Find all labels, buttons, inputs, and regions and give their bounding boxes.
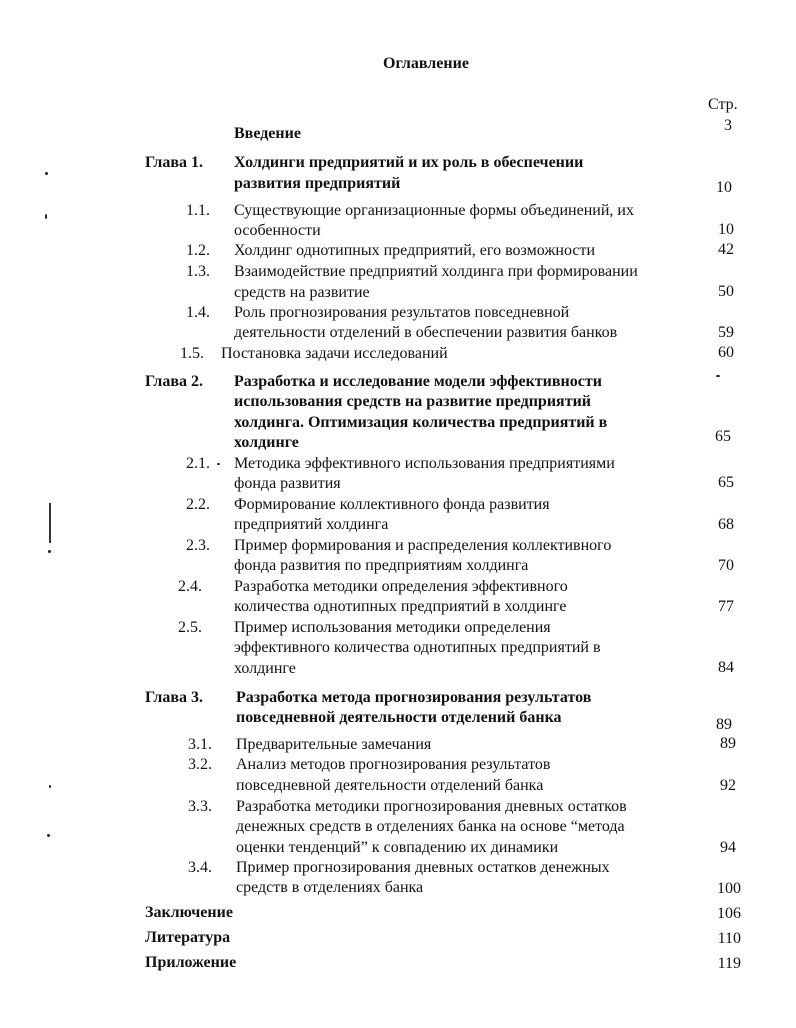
page-column-header: Стр. bbox=[708, 96, 738, 113]
section-title-line: Взаимодействие предприятий холдинга при формировании bbox=[234, 263, 638, 280]
chapter-number: Глава 2. bbox=[145, 373, 203, 390]
closing-label: Заключение bbox=[145, 904, 233, 921]
section-title-line: Пример формирования и распределения коллективного bbox=[234, 537, 612, 554]
chapter-number: Глава 1. bbox=[145, 154, 203, 171]
closing-page: 119 bbox=[717, 955, 741, 972]
chapter-title-line: Разработка и исследование модели эффективности bbox=[234, 373, 602, 390]
section-page: 59 bbox=[718, 324, 734, 341]
chapter-title-line: развития предприятий bbox=[234, 175, 401, 192]
section-title-line: Пример использования методики определения bbox=[234, 619, 551, 636]
section-title-line: повседневной деятельности отделений банка bbox=[236, 777, 544, 794]
section-page: 42 bbox=[718, 241, 734, 258]
intro-page: 3 bbox=[724, 117, 732, 134]
section-page: 92 bbox=[720, 777, 736, 794]
section-title-line: фонда развития bbox=[234, 475, 341, 492]
section-title-line: средств на развитие bbox=[234, 284, 370, 301]
section-title-line: Формирование коллективного фонда развития bbox=[234, 496, 550, 513]
scan-speck bbox=[217, 463, 220, 465]
closing-page: 106 bbox=[717, 905, 741, 922]
section-title-line: Пример прогнозирования дневных остатков денежных bbox=[236, 859, 610, 876]
chapter-page: 10 bbox=[716, 179, 732, 196]
chapter-title-line: использования средств на развитие предприятий bbox=[234, 393, 591, 410]
section-number: 2.5. bbox=[178, 619, 202, 636]
scan-speck bbox=[48, 550, 51, 553]
section-title-line: количества однотипных предприятий в холдинге bbox=[234, 598, 567, 615]
section-page: 89 bbox=[720, 735, 736, 752]
section-title-line: Роль прогнозирования результатов повседневной bbox=[234, 304, 570, 321]
section-number: 1.5. bbox=[180, 345, 204, 362]
section-title-line: предприятий холдинга bbox=[234, 516, 389, 533]
section-page: 84 bbox=[718, 659, 734, 676]
chapter-page: 65 bbox=[715, 428, 731, 445]
section-number: 3.3. bbox=[188, 798, 212, 815]
scan-speck bbox=[716, 375, 720, 377]
section-title-line: средств в отделениях банка bbox=[236, 879, 424, 896]
chapter-title-line: холдинга. Оптимизация количества предприятий в bbox=[234, 414, 608, 431]
section-number: 2.2. bbox=[186, 496, 210, 513]
toc-title: Оглавление bbox=[383, 55, 469, 72]
section-number: 1.4. bbox=[186, 304, 210, 321]
chapter-page: 89 bbox=[716, 716, 732, 733]
section-number: 1.2. bbox=[186, 242, 210, 259]
section-title-line: Анализ методов прогнозирования результатов bbox=[236, 756, 551, 773]
section-title-line: фонда развития по предприятиям холдинга bbox=[234, 557, 529, 574]
scan-speck bbox=[45, 214, 47, 219]
section-page: 68 bbox=[718, 516, 734, 533]
section-title-line: особенности bbox=[234, 222, 321, 239]
section-page: 65 bbox=[718, 474, 734, 491]
section-page: 10 bbox=[718, 221, 734, 238]
section-number: 3.1. bbox=[188, 736, 212, 753]
chapter-title-line: холдинге bbox=[234, 434, 299, 451]
section-page: 50 bbox=[718, 283, 734, 300]
chapter-number: Глава 3. bbox=[145, 689, 203, 706]
section-number: 2.1. bbox=[186, 455, 210, 472]
section-title-line: оценки тенденций” к совпадению их динамики bbox=[236, 839, 559, 856]
section-title-line: денежных средств в отделениях банка на основе “метода bbox=[236, 818, 625, 835]
section-number: 1.3. bbox=[186, 263, 210, 280]
section-title-line: Разработка методики прогнозирования дневных остатков bbox=[236, 798, 627, 815]
section-title-line: Предварительные замечания bbox=[236, 736, 432, 753]
section-title-line: Методика эффективного использования предприятиями bbox=[234, 455, 615, 472]
section-page: 70 bbox=[718, 557, 734, 574]
scan-speck bbox=[45, 172, 48, 175]
closing-label: Литература bbox=[145, 929, 231, 946]
section-title-line: Существующие организационные формы объединений, их bbox=[234, 202, 634, 219]
chapter-title-line: Холдинги предприятий и их роль в обеспечении bbox=[234, 154, 584, 171]
section-number: 3.2. bbox=[188, 756, 212, 773]
section-page: 60 bbox=[718, 344, 734, 361]
scan-speck bbox=[49, 785, 51, 788]
closing-label: Приложение bbox=[145, 954, 237, 971]
chapter-title-line: повседневной деятельности отделений банка bbox=[236, 709, 562, 726]
scan-mark bbox=[49, 503, 51, 543]
section-title-line: Холдинг однотипных предприятий, его возможности bbox=[234, 242, 596, 259]
section-title-line: Разработка методики определения эффективного bbox=[234, 578, 568, 595]
intro-label: Введение bbox=[234, 125, 301, 142]
section-title-line: холдинге bbox=[234, 660, 296, 677]
section-page: 100 bbox=[717, 880, 741, 897]
section-number: 2.3. bbox=[186, 537, 210, 554]
chapter-title-line: Разработка метода прогнозирования результатов bbox=[236, 689, 592, 706]
section-number: 2.4. bbox=[178, 578, 202, 595]
section-title-line: эффективного количества однотипных предприятий в bbox=[234, 639, 601, 656]
section-page: 94 bbox=[720, 839, 736, 856]
scan-speck bbox=[47, 834, 50, 837]
section-title-line: Постановка задачи исследований bbox=[221, 345, 448, 362]
section-number: 1.1. bbox=[186, 202, 210, 219]
section-page: 77 bbox=[718, 598, 734, 615]
section-title-line: деятельности отделений в обеспечении развития банков bbox=[234, 324, 618, 341]
section-number: 3.4. bbox=[188, 859, 212, 876]
closing-page: 110 bbox=[717, 930, 741, 947]
